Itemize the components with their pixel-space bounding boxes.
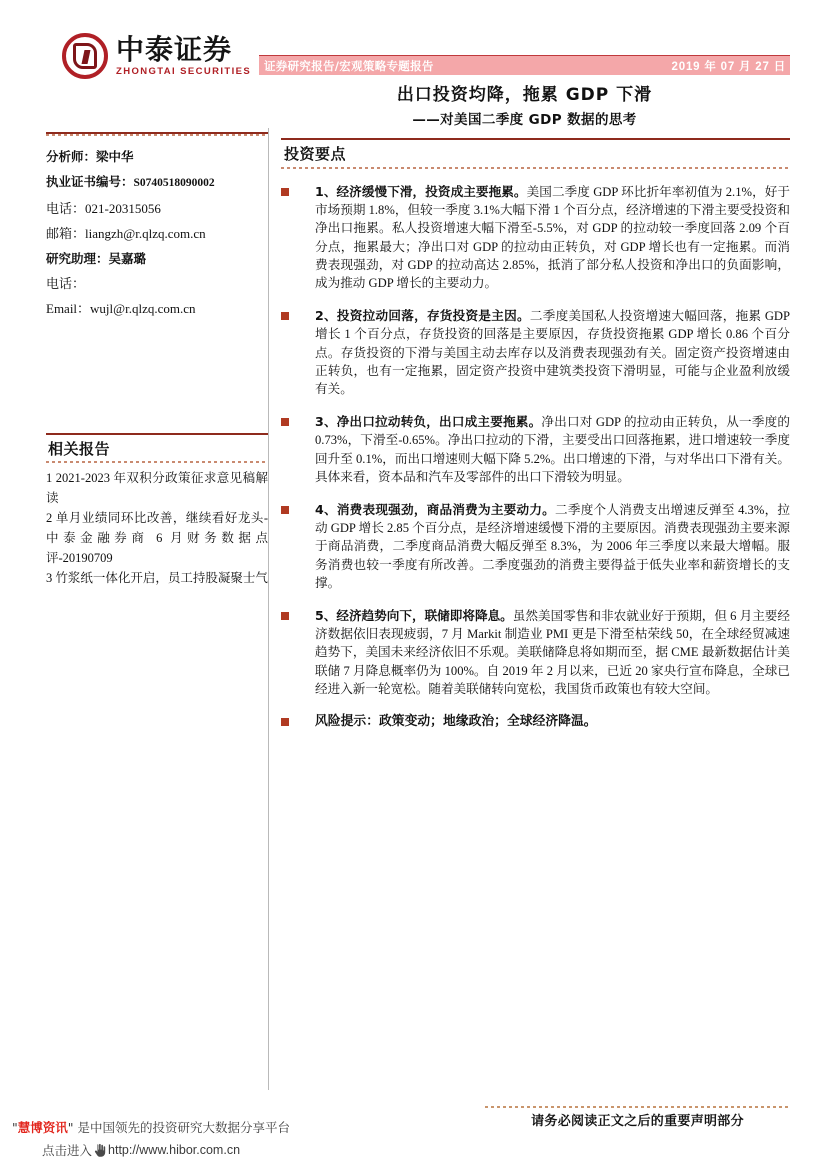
list-item [281,307,790,398]
square-bullet-icon [281,188,289,196]
footer-rule [485,1106,790,1108]
highlight-paragraph [315,307,790,398]
column-divider [268,128,269,1090]
highlight-lead: 1、经济缓慢下滑，投资成主要拖累。 [315,184,527,199]
risk-warning-paragraph [315,713,790,731]
license-row [46,169,268,196]
assistant-email-row [46,296,268,321]
list-item [281,607,790,698]
zhongtai-emblem-icon [62,33,108,79]
investment-highlights-section [281,138,790,746]
logo-english-name: ZHONGTAI SECURITIES [116,66,252,78]
watermark-tagline: 是中国领先的投资研究大数据分享平台 [77,1120,291,1135]
analyst-name: 梁中华 [96,149,134,164]
license-number: S0740518090002 [133,177,215,189]
analyst-name-row [46,144,268,169]
related-reports-title: 相关报告 [48,440,111,458]
analyst-phone: 021-20315056 [85,201,161,216]
quote-close: " [67,1120,74,1135]
highlight-lead: 5、经济趋势向下，联储即将降息。 [315,608,513,624]
quote-open: " [12,1120,18,1135]
risk-warning-text: 风险提示：政策变动；地缘政治；全球经济降温。 [315,714,597,730]
list-item[interactable]: 1 2021-2023 年双积分政策征求意见稿解读 [46,471,268,505]
highlight-lead: 4、消费表现强劲，商品消费为主要动力。 [315,502,556,518]
watermark-cta-line[interactable] [12,1141,342,1159]
watermark-cta-label: 点击进入 [42,1143,93,1158]
watermark-brand: 慧博资讯 [17,1120,68,1135]
square-bullet-icon [281,506,289,514]
related-reports-panel [46,433,268,588]
square-bullet-icon [281,612,289,620]
assistant-phone-row [46,271,268,296]
assistant-phone-label: 电话： [46,276,86,291]
highlight-paragraph [315,607,790,698]
assistant-name: 吴嘉璐 [108,251,147,266]
list-item [281,183,790,292]
highlight-body: 二季度美国私人投资增速大幅回落，拖累 GDP 增长 1 个百分点，存货投资的回落是主要原因，存货投资拖累 GDP 增长 0.86 个百分点。存货投资的下滑与美国主动去库存以及消费表现强劲有关。固定资产投资增速由正转负，也有一定拖累，固定资产投资中建筑类投资下滑明显，可能与企业盈利放缓有关。 [315,309,791,397]
page-title: 出口投资均降，拖累 GDP 下滑 [396,85,653,105]
assistant-label: 研究助理： [46,251,109,266]
highlight-paragraph [315,183,790,292]
assistant-email-label: Email： [46,301,91,316]
license-label: 执业证书编号： [46,174,134,189]
highlight-paragraph [315,413,790,486]
pointing-hand-icon [92,1143,107,1158]
square-bullet-icon [281,312,289,320]
square-bullet-icon [281,718,289,726]
risk-warning-item [281,713,790,731]
analyst-email-row [46,221,268,246]
highlight-body: 二季度个人消费支出增速反弹至 4.3%，拉动 GDP 增长 2.85 个百分点，是经济增速缓慢下滑的主要原因。消费表现强劲主要来源于商品消费，二季度商品消费大幅反弹至 8.3%，为 2006 年三季度以来最大增幅。服务消费也较一季度有所改善。二季度强劲的消费主要得益于低失业率和薪资增长的支撑。 [315,503,791,590]
footer-disclaimer: 请务必阅读正文之后的重要声明部分 [531,1114,744,1129]
list-item [281,501,790,592]
phone-label: 电话： [46,201,86,216]
report-type-banner [259,55,790,75]
report-date: 2019 年 07 月 27 日 [671,60,786,73]
list-item[interactable]: 2 单月业绩同环比改善，继续看好龙头-中泰金融券商 6 月财务数据点评-20190709 [46,511,268,565]
hibor-watermark [12,1118,342,1159]
highlight-paragraph [315,501,790,592]
square-bullet-icon [281,418,289,426]
highlight-body: 美国二季度 GDP 环比折年率初值为 2.1%，好于市场预期 1.8%，但较一季度 3.1%大幅下滑 1 个百分点，经济增速的下滑主要受投资和净出口拖累。私人投资增速大幅下滑至-5.5%，对 GDP 的拉动较一季度回落 2.09 个百分点，拖累最大；净出口对 GDP 的拉动由正转负，对 GDP 增长也有一定拖累。而消费表现强劲，对 GDP 的拉动高达 2.85%，抵消了部分私人投资和净出口的负面影响，成为推动 GDP 增长的主要动力。 [315,185,791,291]
highlight-body: 净出口对 GDP 的拉动由正转负，从一季度的 0.73%，下滑至-0.65%。净出口拉动的下滑，主要受出口回落拖累，进口增速较一季度回升至 0.1%，而出口增速则大幅下降 5.2%。出口增速的下滑，与对华出口下滑有关。具体来看，资本品和汽车及零部件的出口下滑较为明显。 [315,415,790,484]
analyst-panel [46,132,268,321]
watermark-url[interactable]: http://www.hibor.com.cn [108,1143,241,1157]
assistant-email[interactable]: wujl@r.qlzq.com.cn [90,301,196,316]
logo-chinese-name: 中泰证券 [116,32,233,66]
list-item[interactable]: 3 竹浆纸一体化开启，员工持股凝聚士气 [46,571,268,585]
watermark-tagline-line [12,1118,342,1136]
email-label: 邮箱： [46,226,86,241]
report-category-label: 证券研究报告/宏观策略专题报告 [264,58,434,73]
analyst-phone-row [46,196,268,221]
highlight-body: 虽然美国零售和非农就业好于预期，但 6 月主要经济数据依旧表现疲弱，7 月 Markit 制造业 PMI 更是下滑至枯荣线 50，在全球经贸减速趋势下，美国未来经济依旧不乐观。美联储降息将如期而至，据 CME 最新数据估计美联储 7 月降息概率仍为 100%。自 2019 年 2 月以来，已近 20 家央行宣布降息，全球已经进入新一轮宽松。随着美联储转向宽松，我国货币政策也有较大空间。 [315,609,790,696]
assistant-name-row [46,246,268,271]
company-logo [62,33,251,79]
page-header [0,0,826,132]
highlight-lead: 2、投资拉动回落，存货投资是主因。 [315,308,530,324]
section-title: 投资要点 [284,145,347,163]
highlights-list [281,169,790,731]
list-item [281,413,790,486]
analyst-email[interactable]: liangzh@r.qlzq.com.cn [85,226,206,241]
highlight-lead: 3、净出口拉动转负，出口成主要拖累。 [315,414,542,430]
analyst-label: 分析师： [46,149,97,164]
page-subtitle: ——对美国二季度 GDP 数据的思考 [412,112,637,128]
